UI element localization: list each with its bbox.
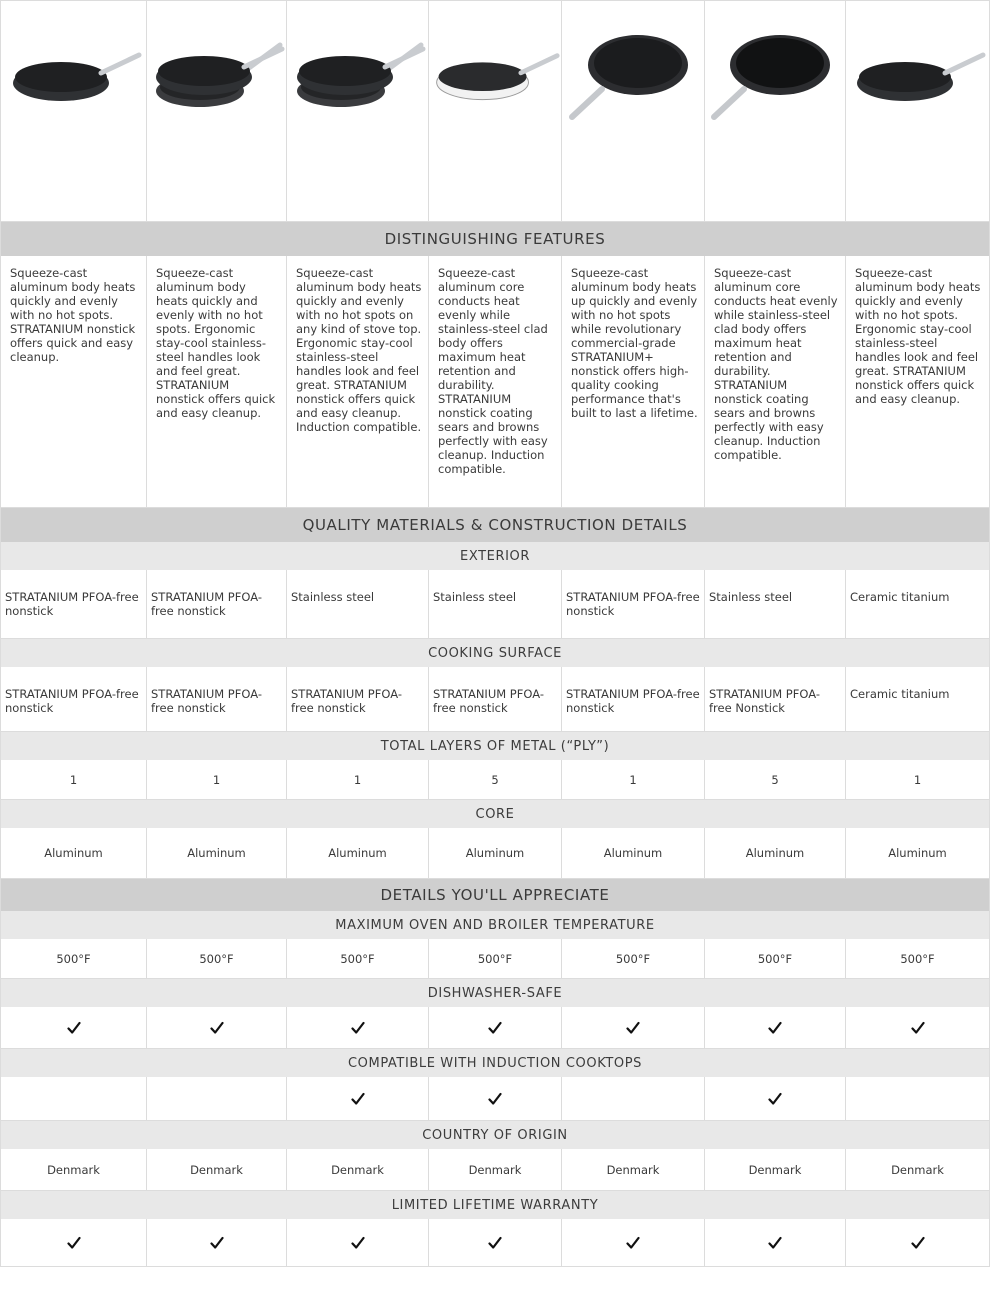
section-header-total-layers: TOTAL LAYERS OF METAL (“PLY”) xyxy=(0,732,990,760)
row-cooking-surface xyxy=(0,667,990,732)
oven-temp-cell: 500°F xyxy=(146,939,286,979)
section-header-quality-materials: QUALITY MATERIALS & CONSTRUCTION DETAILS xyxy=(0,508,990,542)
layers-cell: 1 xyxy=(845,760,990,800)
frying-pan-image xyxy=(706,15,844,125)
frying-pan-image xyxy=(289,15,427,125)
checkmark-icon xyxy=(626,1236,640,1250)
checkmark-icon xyxy=(351,1236,365,1250)
layers-cell: 5 xyxy=(704,760,845,800)
frying-pan-image xyxy=(148,15,286,125)
product-image-cell[interactable] xyxy=(704,0,845,222)
checkmark-icon xyxy=(488,1092,502,1106)
induction-cell xyxy=(704,1077,845,1121)
checkmark-icon xyxy=(911,1236,925,1250)
section-header-origin: COUNTRY OF ORIGIN xyxy=(0,1121,990,1149)
frying-pan-image xyxy=(564,15,702,125)
layers-cell: 1 xyxy=(146,760,286,800)
warranty-cell xyxy=(0,1219,146,1267)
cooking-surface-cell: Ceramic titanium xyxy=(845,667,990,732)
cooking-surface-cell: STRATANIUM PFOA-free Nonstick xyxy=(704,667,845,732)
checkmark-icon xyxy=(768,1021,782,1035)
dishwasher-safe-cell xyxy=(0,1007,146,1049)
dishwasher-safe-cell xyxy=(428,1007,561,1049)
cooking-surface-cell: STRATANIUM PFOA-free nonstick xyxy=(146,667,286,732)
exterior-cell: STRATANIUM PFOA-free nonstick xyxy=(146,570,286,639)
features-cell: Squeeze-cast aluminum body heats quickly and evenly with no hot spots. Ergonomic stay-cool stainless-steel handles look and feel great. STRATANIUM nonstick offers quick and easy cleanup. xyxy=(146,256,286,508)
core-cell: Aluminum xyxy=(286,828,428,879)
product-image-cell[interactable] xyxy=(286,0,428,222)
cooking-surface-cell: STRATANIUM PFOA-free nonstick xyxy=(0,667,146,732)
features-cell: Squeeze-cast aluminum body heats quickly and evenly with no hot spots. STRATANIUM nonstick offers quick and easy cleanup. xyxy=(0,256,146,508)
frying-pan-image xyxy=(429,15,561,125)
oven-temp-cell: 500°F xyxy=(0,939,146,979)
layers-cell: 1 xyxy=(0,760,146,800)
features-cell: Squeeze-cast aluminum core conducts heat evenly while stainless-steel clad body offers maximum heat retention and durability. STRATANIUM nonstick coating sears and browns perfectly with easy cleanup. Induction compatible. xyxy=(428,256,561,508)
checkmark-icon xyxy=(768,1236,782,1250)
warranty-cell xyxy=(428,1219,561,1267)
checkmark-icon xyxy=(210,1021,224,1035)
induction-cell xyxy=(0,1077,146,1121)
oven-temp-cell: 500°F xyxy=(428,939,561,979)
origin-cell: Denmark xyxy=(286,1149,428,1191)
section-header-details: DETAILS YOU'LL APPRECIATE xyxy=(0,879,990,911)
induction-cell xyxy=(428,1077,561,1121)
checkmark-icon xyxy=(351,1092,365,1106)
origin-cell: Denmark xyxy=(428,1149,561,1191)
row-core xyxy=(0,828,990,879)
features-cell: Squeeze-cast aluminum core conducts heat evenly while stainless-steel clad body offers maximum heat retention and durability. STRATANIUM nonstick coating sears and browns perfectly with easy cleanup. Induction compatible. xyxy=(704,256,845,508)
origin-cell: Denmark xyxy=(704,1149,845,1191)
core-cell: Aluminum xyxy=(845,828,990,879)
warranty-cell xyxy=(704,1219,845,1267)
oven-temp-cell: 500°F xyxy=(845,939,990,979)
warranty-cell xyxy=(286,1219,428,1267)
warranty-cell xyxy=(845,1219,990,1267)
checkmark-icon xyxy=(768,1092,782,1106)
layers-cell: 1 xyxy=(561,760,704,800)
exterior-cell: Stainless steel xyxy=(286,570,428,639)
exterior-cell: STRATANIUM PFOA-free nonstick xyxy=(0,570,146,639)
exterior-cell: STRATANIUM PFOA-free nonstick xyxy=(561,570,704,639)
dishwasher-safe-cell xyxy=(286,1007,428,1049)
checkmark-icon xyxy=(488,1021,502,1035)
core-cell: Aluminum xyxy=(704,828,845,879)
product-image-cell[interactable] xyxy=(0,0,146,222)
induction-cell xyxy=(561,1077,704,1121)
row-dishwasher-safe xyxy=(0,1007,990,1049)
induction-cell xyxy=(146,1077,286,1121)
row-features xyxy=(0,256,990,508)
frying-pan-image xyxy=(849,15,987,125)
checkmark-icon xyxy=(210,1236,224,1250)
exterior-cell: Stainless steel xyxy=(428,570,561,639)
origin-cell: Denmark xyxy=(146,1149,286,1191)
row-warranty xyxy=(0,1219,990,1267)
warranty-cell xyxy=(146,1219,286,1267)
exterior-cell: Stainless steel xyxy=(704,570,845,639)
product-images-row xyxy=(0,0,990,222)
layers-cell: 5 xyxy=(428,760,561,800)
section-header-exterior: EXTERIOR xyxy=(0,542,990,570)
origin-cell: Denmark xyxy=(0,1149,146,1191)
row-origin xyxy=(0,1149,990,1191)
exterior-cell: Ceramic titanium xyxy=(845,570,990,639)
checkmark-icon xyxy=(67,1236,81,1250)
product-image-cell[interactable] xyxy=(146,0,286,222)
layers-cell: 1 xyxy=(286,760,428,800)
section-header-core: CORE xyxy=(0,800,990,828)
origin-cell: Denmark xyxy=(845,1149,990,1191)
dishwasher-safe-cell xyxy=(704,1007,845,1049)
cooking-surface-cell: STRATANIUM PFOA-free nonstick xyxy=(286,667,428,732)
core-cell: Aluminum xyxy=(561,828,704,879)
section-header-cooking-surface: COOKING SURFACE xyxy=(0,639,990,667)
features-cell: Squeeze-cast aluminum body heats quickly and evenly with no hot spots on any kind of stove top. Ergonomic stay-cool stainless-steel handles look and feel great. STRATANIUM nonstick offers quick and easy cleanup. Induction compatible. xyxy=(286,256,428,508)
checkmark-icon xyxy=(351,1021,365,1035)
core-cell: Aluminum xyxy=(146,828,286,879)
checkmark-icon xyxy=(911,1021,925,1035)
row-layers xyxy=(0,760,990,800)
section-header-oven-temp: MAXIMUM OVEN AND BROILER TEMPERATURE xyxy=(0,911,990,939)
row-induction xyxy=(0,1077,990,1121)
oven-temp-cell: 500°F xyxy=(561,939,704,979)
row-oven-temp xyxy=(0,939,990,979)
oven-temp-cell: 500°F xyxy=(286,939,428,979)
checkmark-icon xyxy=(488,1236,502,1250)
cooking-surface-cell: STRATANIUM PFOA-free nonstick xyxy=(428,667,561,732)
frying-pan-image xyxy=(5,15,143,125)
oven-temp-cell: 500°F xyxy=(704,939,845,979)
core-cell: Aluminum xyxy=(428,828,561,879)
origin-cell: Denmark xyxy=(561,1149,704,1191)
checkmark-icon xyxy=(67,1021,81,1035)
product-image-cell[interactable] xyxy=(561,0,704,222)
section-header-warranty: LIMITED LIFETIME WARRANTY xyxy=(0,1191,990,1219)
core-cell: Aluminum xyxy=(0,828,146,879)
product-image-cell[interactable] xyxy=(845,0,990,222)
dishwasher-safe-cell xyxy=(845,1007,990,1049)
features-cell: Squeeze-cast aluminum body heats quickly and evenly with no hot spots. Ergonomic stay-cool stainless-steel handles look and feel great. STRATANIUM nonstick offers quick and easy cleanup. xyxy=(845,256,990,508)
row-exterior xyxy=(0,570,990,639)
section-header-induction: COMPATIBLE WITH INDUCTION COOKTOPS xyxy=(0,1049,990,1077)
section-header-dishwasher: DISHWASHER-SAFE xyxy=(0,979,990,1007)
induction-cell xyxy=(286,1077,428,1121)
checkmark-icon xyxy=(626,1021,640,1035)
warranty-cell xyxy=(561,1219,704,1267)
section-header-distinguishing-features: DISTINGUISHING FEATURES xyxy=(0,222,990,256)
features-cell: Squeeze-cast aluminum body heats up quickly and evenly with no hot spots while revolutionary commercial-grade STRATANIUM+ nonstick offers high-quality cooking performance that's built to last a lifetime. xyxy=(561,256,704,508)
cooking-surface-cell: STRATANIUM PFOA-free nonstick xyxy=(561,667,704,732)
dishwasher-safe-cell xyxy=(561,1007,704,1049)
product-image-cell[interactable] xyxy=(428,0,561,222)
dishwasher-safe-cell xyxy=(146,1007,286,1049)
induction-cell xyxy=(845,1077,990,1121)
